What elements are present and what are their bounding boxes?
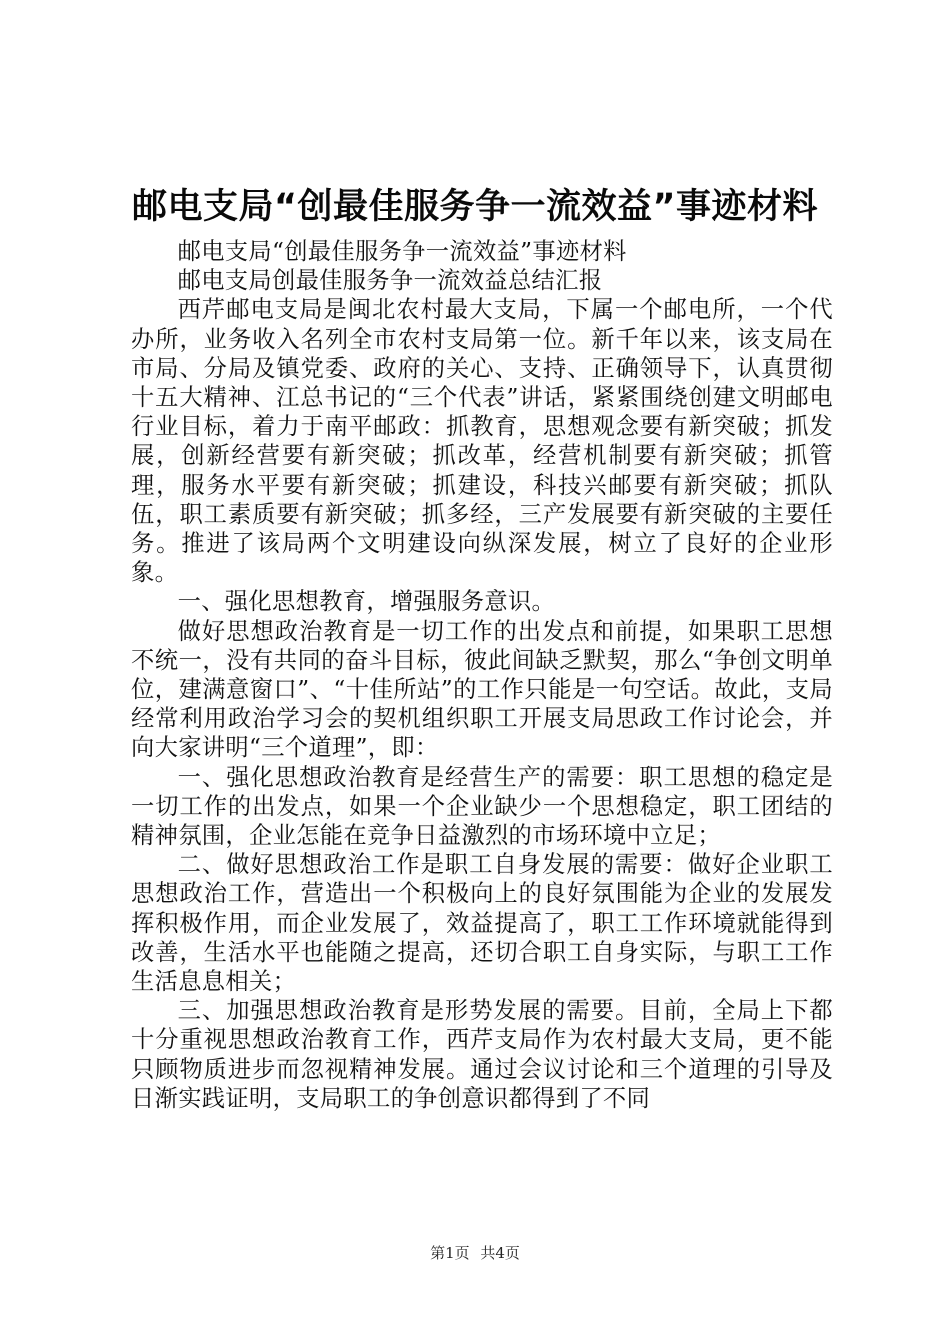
page-number: 第1页	[430, 1244, 470, 1262]
body-paragraph: 西芹邮电支局是闽北农村最大支局，下属一个邮电所，一个代办所，业务收入名列全市农村支局第一位。新千年以来，该支局在市局、分局及镇党委、政府的关心、支持、正确领导下，认真贯彻十五大精神、江总书记的“三个代表”讲话，紧紧围绕创建文明邮电行业目标，着力于南平邮政：抓教育，思想观念要有新突破；抓发展，创新经营要有新突破；抓改革，经营机制要有新突破；抓管理，服务水平要有新突破；抓建设，科技兴邮要有新突破；抓队伍，职工素质要有新突破；抓多经，三产发展要有新突破的主要任务。推进了该局两个文明建设向纵深发展，树立了良好的企业形象。	[131, 296, 833, 587]
body-paragraph: 二、做好思想政治工作是职工自身发展的需要：做好企业职工思想政治工作，营造出一个积极向上的良好氛围能为企业的发展发挥积极作用，而企业发展了，效益提高了，职工工作环境就能得到改善，生活水平也能随之提高，还切合职工自身实际，与职工工作生活息息相关；	[131, 851, 833, 996]
document-body	[131, 237, 833, 1113]
page-total: 共4页	[480, 1244, 520, 1262]
subtitle-paragraph: 邮电支局创最佳服务争一流效益总结汇报	[177, 267, 603, 295]
body-paragraph: 做好思想政治教育是一切工作的出发点和前提，如果职工思想不统一，没有共同的奋斗目标，彼此间缺乏默契，那么“争创文明单位，建满意窗口”、“十佳所站”的工作只能是一句空话。故此，支局经常利用政治学习会的契机组织职工开展支局思政工作讨论会，并向大家讲明“三个道理”，即：	[131, 617, 833, 762]
body-paragraph: 三、加强思想政治教育是形势发展的需要。目前，全局上下都十分重视思想政治教育工作，西芹支局作为农村最大支局，更不能只顾物质进步而忽视精神发展。通过会议讨论和三个道理的引导及日渐实践证明，支局职工的争创意识都得到了不同	[131, 997, 833, 1112]
subtitle-paragraph: 邮电支局“创最佳服务争一流效益”事迹材料	[177, 238, 627, 265]
body-paragraph: 一、强化思想政治教育是经营生产的需要：职工思想的稳定是一切工作的出发点，如果一个企业缺少一个思想稳定，职工团结的精神氛围，企业怎能在竞争日益激烈的市场环境中立足；	[131, 763, 833, 850]
section-heading: 一、强化思想教育，增强服务意识。	[177, 588, 556, 616]
page-footer	[0, 1243, 950, 1263]
document-title: 邮电支局“创最佳服务争一流效益”事迹材料	[131, 187, 818, 227]
